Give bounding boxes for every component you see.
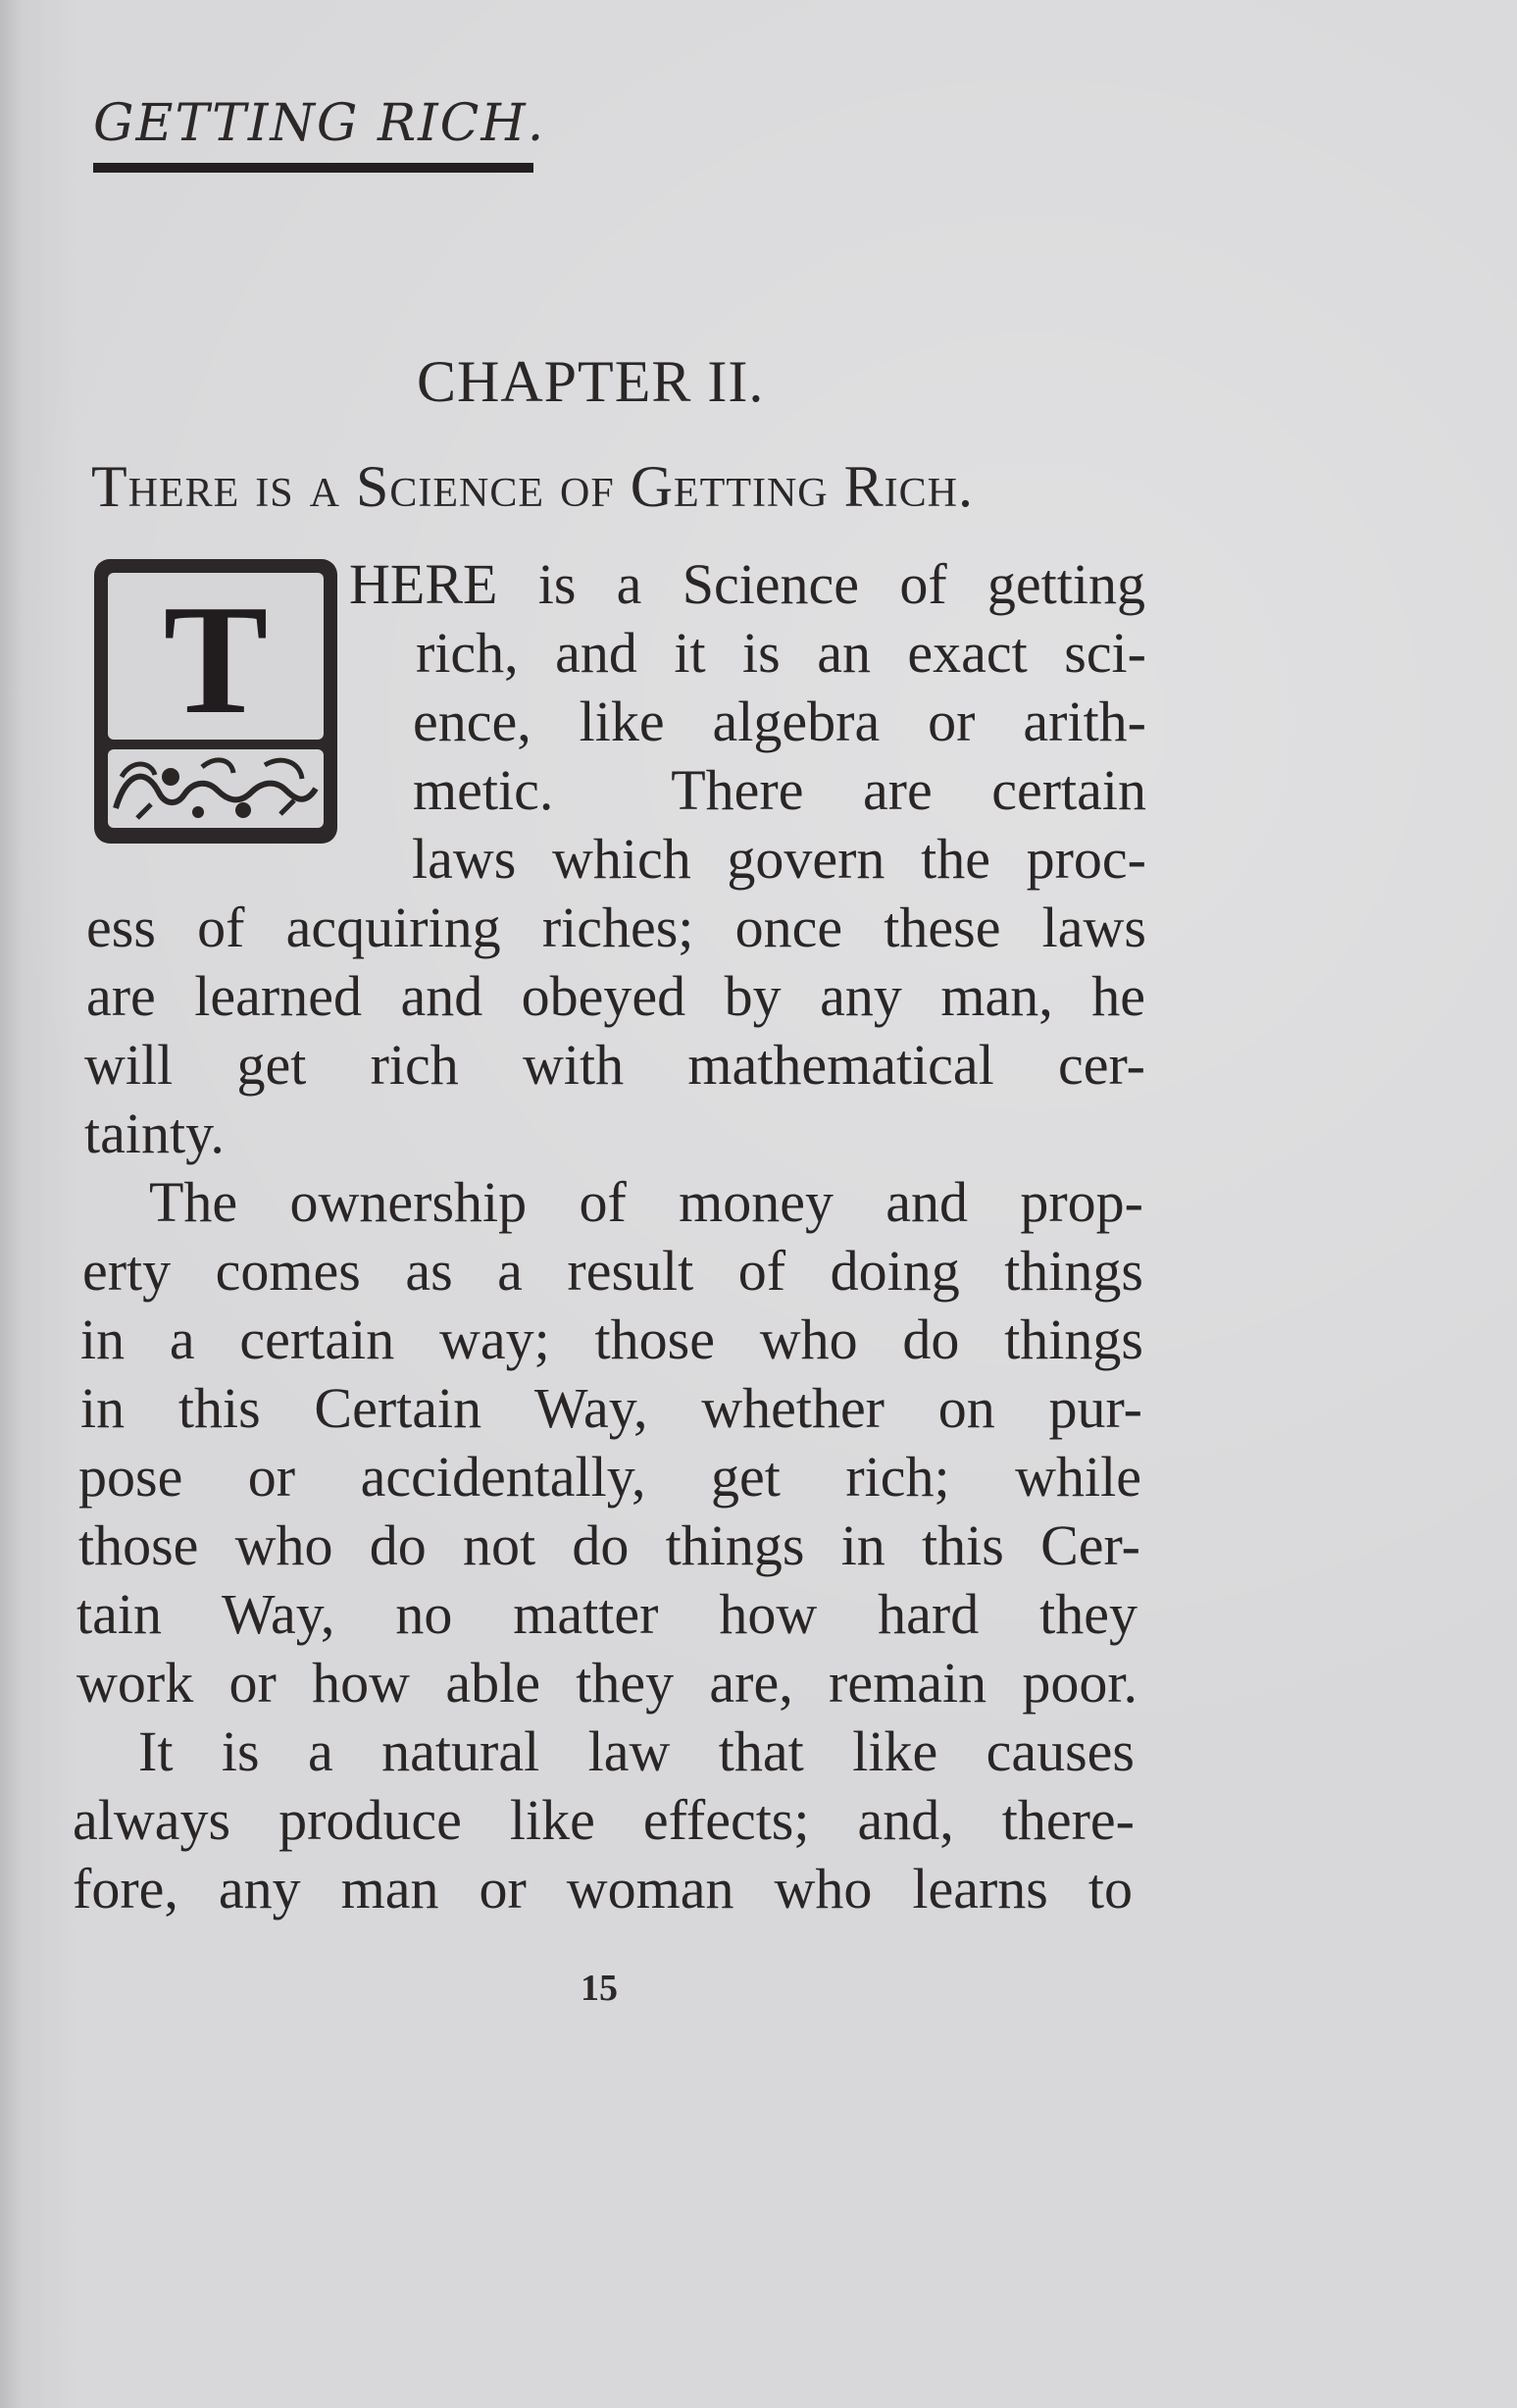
text-line: ess of acquiring riches; once these laws bbox=[86, 896, 1146, 959]
text-line: tain Way, no matter how hard they bbox=[76, 1582, 1138, 1646]
chapter-title: There is a Science of Getting Rich. bbox=[91, 454, 974, 519]
text-line: in a certain way; those who do things bbox=[80, 1307, 1143, 1371]
text-line: laws which govern the proc- bbox=[412, 827, 1146, 891]
page-number: 15 bbox=[581, 1968, 618, 2009]
text-line: will get rich with mathematical cer- bbox=[84, 1033, 1145, 1097]
text-line: are learned and obeyed by any man, he bbox=[86, 964, 1145, 1028]
floral-ornament-icon bbox=[108, 749, 324, 828]
text-line: tainty. bbox=[84, 1102, 225, 1165]
drop-cap bbox=[94, 559, 337, 844]
page-gutter-shadow bbox=[0, 0, 22, 2408]
drop-cap-letter-box bbox=[108, 572, 324, 746]
text-line: fore, any man or woman who learns to bbox=[73, 1857, 1133, 1921]
text-line: those who do not do things in this Cer- bbox=[78, 1513, 1140, 1577]
text-line: The ownership of money and prop- bbox=[149, 1170, 1143, 1234]
text-line: always produce like effects; and, there- bbox=[73, 1788, 1135, 1852]
chapter-number: CHAPTER II. bbox=[417, 349, 765, 414]
running-head-rule bbox=[93, 163, 533, 173]
text-line: It is a natural law that like causes bbox=[138, 1719, 1135, 1783]
text-line: erty comes as a result of doing things bbox=[82, 1239, 1143, 1303]
text-line: work or how able they are, remain poor. bbox=[76, 1651, 1138, 1715]
drop-cap-letter: T bbox=[163, 572, 269, 746]
running-head: GETTING RICH. bbox=[93, 94, 546, 153]
text-line: pose or accidentally, get rich; while bbox=[78, 1445, 1141, 1509]
text-line: rich, and it is an exact sci- bbox=[416, 621, 1146, 685]
text-line: in this Certain Way, whether on pur- bbox=[80, 1376, 1142, 1440]
text-line: metic. There are certain bbox=[413, 758, 1146, 822]
text-line: ence, like algebra or arith- bbox=[413, 690, 1146, 753]
text-line: HERE is a Science of getting bbox=[349, 552, 1145, 616]
